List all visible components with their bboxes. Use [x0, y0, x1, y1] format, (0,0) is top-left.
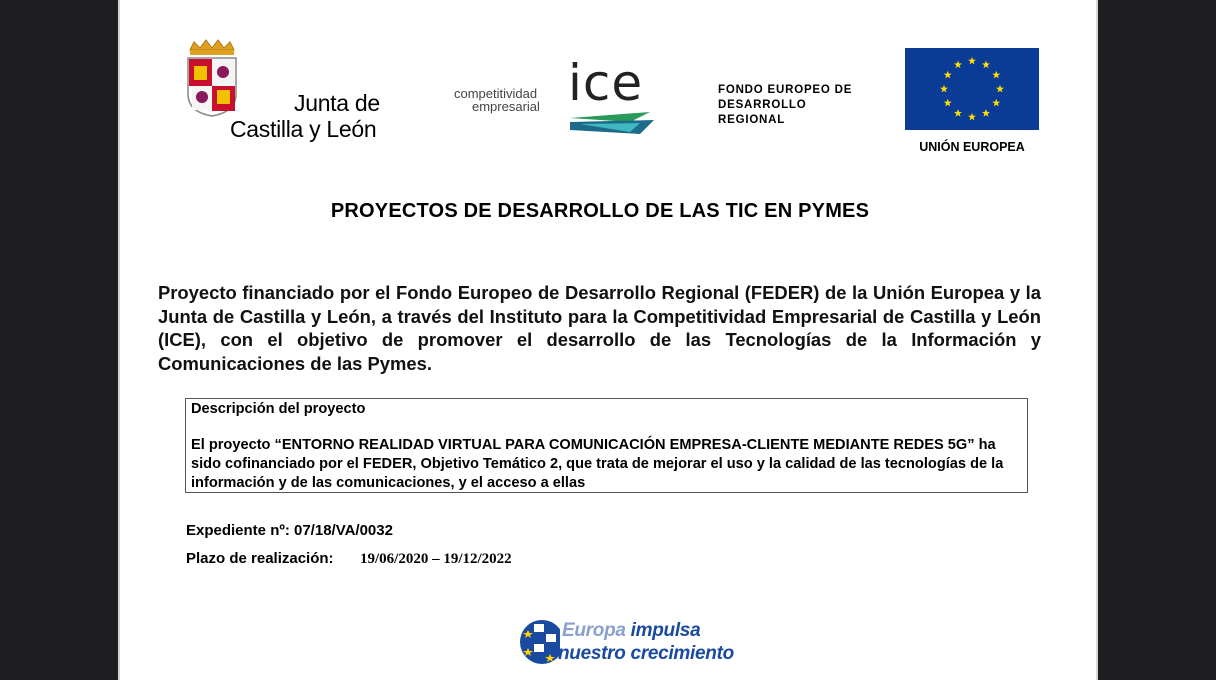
- ice-logo: [452, 54, 662, 140]
- feder-line2: DESARROLLO: [718, 99, 807, 111]
- europa-impulsa-logo: [520, 614, 750, 674]
- eu-star-icon: [992, 71, 1000, 79]
- eu-star-icon: [954, 61, 962, 69]
- slogan-word-europa: Europa: [562, 620, 626, 641]
- slogan-line1: [562, 620, 700, 642]
- eu-star-icon: [982, 109, 990, 117]
- ice-wordmark: ice: [568, 54, 644, 112]
- description-heading: Descripción del proyecto: [191, 401, 366, 417]
- document-page: [120, 0, 1096, 680]
- description-body: El proyecto “ENTORNO REALIDAD VIRTUAL PARA COMUNICACIÓN EMPRESA-CLIENTE MEDIANTE REDES 5G” ha sido cofinanciado por el FEDER, Objetivo Temático 2, que trata de mejorar el uso y la calidad de las tecnologías de la información y de las comunicaciones, y el acceso a ellas: [191, 437, 1004, 491]
- feder-line3: REGIONAL: [718, 114, 786, 126]
- eu-star-icon: [940, 85, 948, 93]
- eu-star-icon: [944, 99, 952, 107]
- eu-star-icon: [992, 99, 1000, 107]
- eu-stars-icon: [905, 48, 1039, 130]
- eu-star-icon: [982, 61, 990, 69]
- eu-star-icon: [996, 85, 1004, 93]
- intro-paragraph: Proyecto financiado por el Fondo Europeo de Desarrollo Regional (FEDER) de la Unión Europea y la Junta de Castilla y León, a través del Instituto para la Competitividad Empresarial de Castilla y León (ICE), con el objetivo de promover el desarrollo de las Tecnologías de la Información y Comunicaciones de las Pymes.: [158, 282, 1041, 374]
- slogan-line2: nuestro crecimiento: [558, 643, 734, 664]
- eu-star-icon: [968, 57, 976, 65]
- feder-line1: FONDO EUROPEO DE: [718, 84, 853, 96]
- ice-swoosh-icon: [570, 112, 660, 138]
- eu-star-icon: [968, 113, 976, 121]
- page-edge-right: [1096, 0, 1098, 680]
- eu-star-icon: [944, 71, 952, 79]
- slogan-word-impulsa: impulsa: [630, 620, 701, 641]
- jcyl-name-line2: Castilla y León: [230, 116, 377, 142]
- eu-label: UNIÓN EUROPEA: [919, 140, 1025, 154]
- eu-star-icon: [954, 109, 962, 117]
- description-box: [185, 398, 1028, 493]
- plazo-value: 19/06/2020 – 19/12/2022: [360, 551, 512, 567]
- page-title: PROYECTOS DE DESARROLLO DE LAS TIC EN PYMES: [330, 200, 870, 222]
- eu-flag: [905, 48, 1039, 130]
- ice-caption-line1: competitividad: [454, 86, 538, 101]
- jcyl-shield-icon: [182, 38, 242, 118]
- jcyl-logo: [182, 38, 380, 148]
- europa-impulsa-emblem-icon: [520, 614, 560, 670]
- ice-caption-line2: empresarial: [472, 99, 540, 114]
- plazo-label: Plazo de realización:: [186, 550, 334, 567]
- jcyl-name-line1: Junta de: [294, 90, 380, 116]
- expediente: Expediente nº: 07/18/VA/0032: [186, 522, 393, 539]
- feder-text: [718, 83, 852, 128]
